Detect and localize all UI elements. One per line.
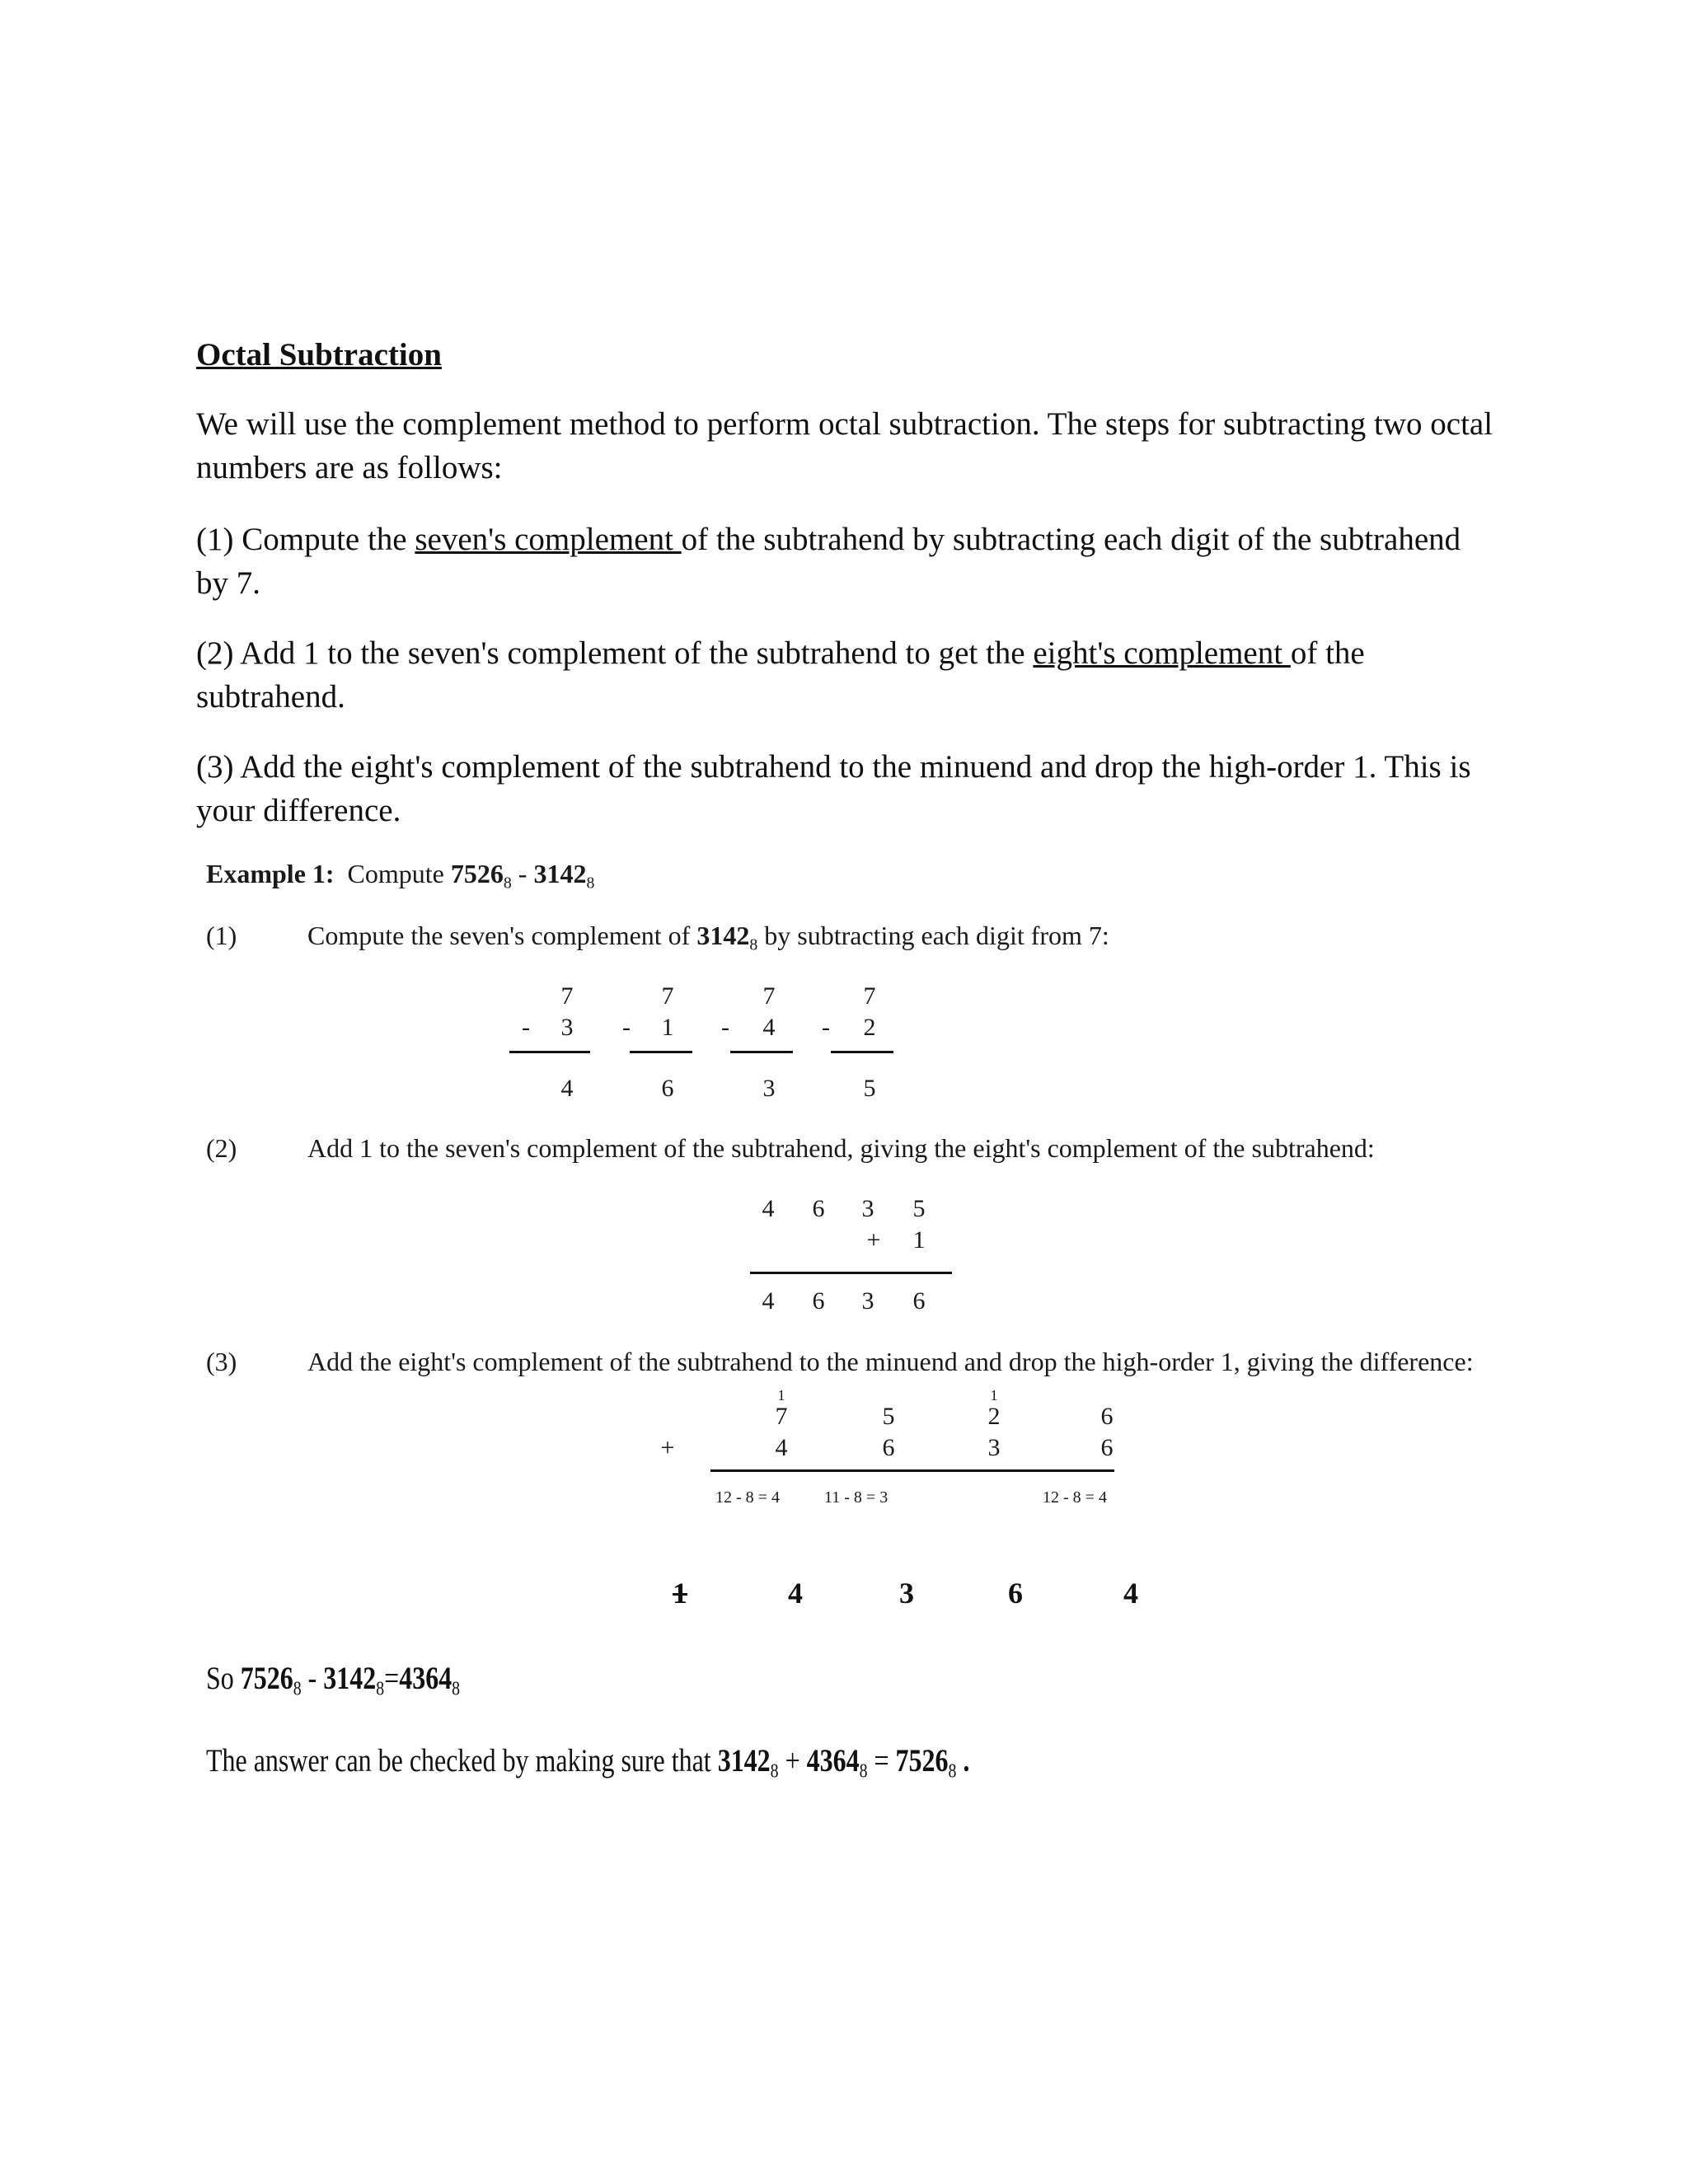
base-subscript: 8 <box>293 1677 302 1700</box>
s3-note-3: 12 - 8 = 4 <box>1043 1488 1107 1507</box>
conclusion-line <box>206 1660 460 1701</box>
step-3-instruction: Add the eight's complement of the subtrahend to the minuend and drop the high-order 1, giving the difference: <box>307 1347 1474 1376</box>
base-subscript: 8 <box>749 935 758 954</box>
s3-top-d4: 6 <box>1100 1403 1114 1430</box>
s3-top-d3: 2 <box>987 1403 1001 1430</box>
col1-result: 4 <box>560 1075 574 1102</box>
check-end: . <box>956 1743 970 1779</box>
col1-top: 7 <box>560 982 574 1010</box>
s3-answer-d3: 6 <box>1008 1577 1023 1610</box>
conclusion-minuend: 7526 <box>240 1661 293 1696</box>
s3-answer-d4: 4 <box>1123 1577 1138 1610</box>
col3-result: 3 <box>762 1075 776 1102</box>
step-2-paragraph <box>196 631 1498 719</box>
step-2-number: (2) <box>206 1133 237 1163</box>
s3-note-2: 11 - 8 = 3 <box>824 1488 889 1507</box>
s2-plus: + <box>866 1226 881 1254</box>
step-1-instruction <box>307 921 1109 954</box>
step-1-text-pre: Compute the seven's complement of <box>307 921 697 950</box>
minus-sign: - <box>518 859 528 888</box>
base-subscript: 8 <box>452 1677 461 1700</box>
col3-top: 7 <box>762 982 776 1010</box>
step-1-number: (1) <box>206 921 237 950</box>
s3-note-1: 12 - 8 = 4 <box>715 1488 780 1507</box>
s2-addend: 1 <box>912 1226 926 1254</box>
step-1-pre: (1) Compute the <box>196 522 415 557</box>
step-3-paragraph <box>196 745 1498 832</box>
eights-complement-link[interactable]: eight's complement <box>1033 635 1291 671</box>
check-equals: = <box>874 1743 889 1779</box>
step-2-post: of the subtrahend. <box>196 635 1365 715</box>
s3-bot-d3: 3 <box>987 1434 1001 1461</box>
col4-rule <box>831 1051 893 1053</box>
check-pre: The answer can be checked by making sure that <box>206 1743 718 1779</box>
col3-bottom: 4 <box>762 1014 776 1041</box>
base-subscript: 8 <box>948 1760 957 1783</box>
sevens-complement-link[interactable]: seven's complement <box>415 522 682 557</box>
page-title: Octal Subtraction <box>196 337 442 373</box>
step-2-instruction: Add 1 to the seven's complement of the subtrahend, giving the eight's complement of the subtrahend: <box>307 1133 1375 1163</box>
step-1-text-bold: 3142 <box>696 921 750 950</box>
example-label: Example 1: <box>206 859 335 888</box>
example-heading <box>206 859 594 893</box>
s3-carry-2: 1 <box>990 1387 998 1404</box>
step-3-number: (3) <box>206 1347 237 1376</box>
s3-top-d2: 5 <box>882 1403 895 1430</box>
s2-res-d3: 3 <box>861 1287 874 1315</box>
s3-bot-d1: 4 <box>775 1434 788 1461</box>
s3-answer-d1: 4 <box>788 1577 803 1610</box>
s2-res-d2: 6 <box>812 1287 825 1315</box>
base-subscript: 8 <box>376 1677 385 1700</box>
conclusion-result: 4364 <box>399 1661 452 1696</box>
example-subtrahend: 3142 <box>533 859 587 888</box>
col4-top: 7 <box>863 982 876 1010</box>
step-3-text: (3) Add the eight's complement of the subtrahend to the minuend and drop the high-order 1. This is your difference. <box>196 749 1471 828</box>
col2-top: 7 <box>661 982 674 1010</box>
s2-res-d1: 4 <box>762 1287 775 1315</box>
conclusion-minus: - <box>307 1661 317 1696</box>
check-b: 4364 <box>806 1743 860 1779</box>
intro-paragraph: We will use the complement method to perform octal subtraction. The steps for subtracting two octal numbers are as follows: <box>196 406 1493 485</box>
s2-top-d3: 3 <box>861 1195 874 1222</box>
check-plus: + <box>785 1743 800 1779</box>
s2-res-d4: 6 <box>912 1287 926 1315</box>
step-1-text-post: by subtracting each digit from 7: <box>757 921 1109 950</box>
example-compute-word: Compute <box>347 859 444 888</box>
step-2-pre: (2) Add 1 to the seven's complement of the subtrahend to get the <box>196 635 1034 671</box>
s2-top-d1: 4 <box>762 1195 775 1222</box>
conclusion-subtrahend: 3142 <box>323 1661 377 1696</box>
s3-top-d1: 7 <box>775 1403 788 1430</box>
base-subscript: 8 <box>503 874 512 893</box>
base-subscript: 8 <box>859 1760 868 1783</box>
check-line <box>206 1742 969 1783</box>
conclusion-so: So <box>206 1661 234 1696</box>
col4-result: 5 <box>863 1075 876 1102</box>
col1-rule <box>509 1051 590 1053</box>
base-subscript: 8 <box>770 1760 779 1783</box>
col1-bottom: 3 <box>560 1014 574 1041</box>
conclusion-equals: = <box>384 1661 400 1696</box>
check-c: 7526 <box>895 1743 949 1779</box>
example-minuend: 7526 <box>450 859 504 888</box>
col2-bottom: 1 <box>661 1014 674 1041</box>
col2-sign: - <box>622 1014 631 1041</box>
col4-sign: - <box>822 1014 830 1041</box>
s3-rule <box>710 1469 1114 1472</box>
step-1-post: of the subtrahend by subtracting each digit of the subtrahend by 7. <box>196 522 1461 601</box>
col2-result: 6 <box>661 1075 674 1102</box>
s2-top-d2: 6 <box>812 1195 825 1222</box>
s3-plus: + <box>660 1434 675 1461</box>
step-1-paragraph <box>196 518 1498 605</box>
s3-carry-1: 1 <box>777 1387 785 1404</box>
col3-sign: - <box>721 1014 729 1041</box>
s3-bot-d2: 6 <box>882 1434 895 1461</box>
s3-answer-d2: 3 <box>899 1577 914 1610</box>
col1-sign: - <box>522 1014 530 1041</box>
check-a: 3142 <box>717 1743 771 1779</box>
base-subscript: 8 <box>586 874 595 893</box>
s3-dropped-high-order: 1 <box>673 1577 687 1610</box>
col2-rule <box>630 1051 692 1053</box>
s3-bot-d4: 6 <box>1100 1434 1114 1461</box>
col4-bottom: 2 <box>863 1014 876 1041</box>
col3-rule <box>730 1051 793 1053</box>
s2-rule <box>750 1272 952 1274</box>
s2-top-d4: 5 <box>912 1195 926 1222</box>
